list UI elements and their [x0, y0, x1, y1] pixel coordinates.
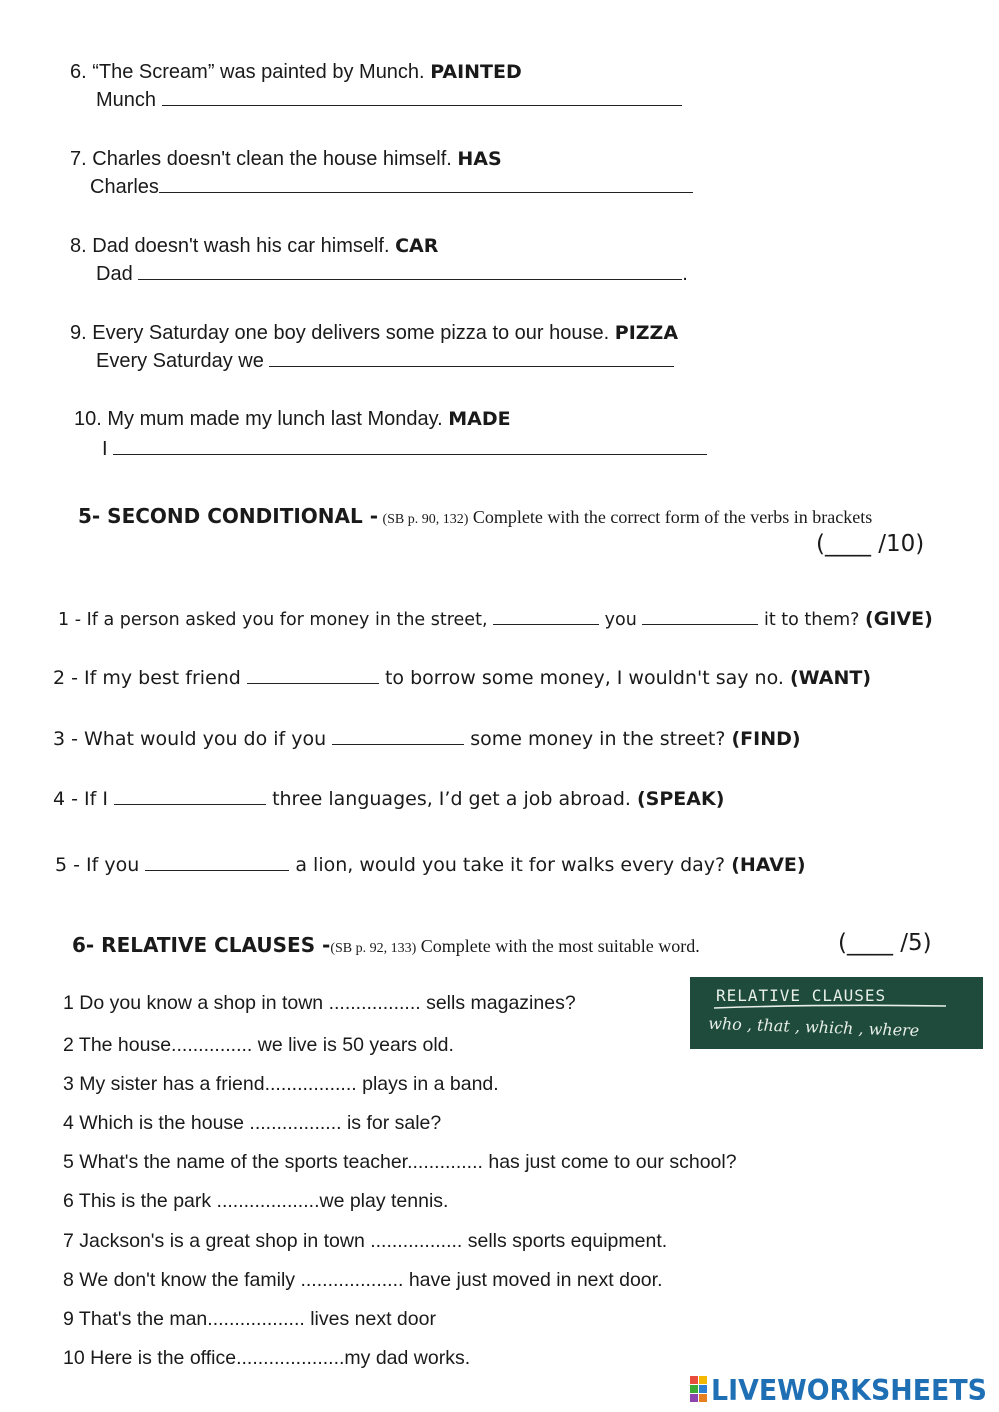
- answer-blank[interactable]: [159, 191, 693, 193]
- relative-item: 4 Which is the house ................. is for sale?: [63, 1112, 442, 1134]
- answer-blank[interactable]: [642, 623, 758, 625]
- question-9: 9. Every Saturday one boy delivers some pizza to our house. PIZZA: [70, 322, 679, 344]
- answer-line-6: Munch: [96, 89, 682, 112]
- keyword: CAR: [395, 235, 439, 257]
- answer-line-10: I: [102, 438, 707, 461]
- answer-blank[interactable]: [493, 623, 599, 625]
- book-reference: (SB p. 92, 133): [330, 941, 417, 956]
- verb-hint: (GIVE): [865, 608, 933, 630]
- relative-item: 8 We don't know the family ................... have just moved in next door.: [63, 1269, 663, 1291]
- answer-line-7: Charles: [90, 176, 693, 199]
- section-title: 6- RELATIVE CLAUSES -: [72, 933, 331, 957]
- logo-square-icon: [690, 1376, 698, 1384]
- keyword: PIZZA: [614, 322, 679, 344]
- answer-blank[interactable]: [162, 104, 682, 106]
- answer-line-8: Dad .: [96, 263, 688, 285]
- section-instruction: Complete with the most suitable word.: [420, 936, 700, 956]
- relative-item: 2 The house............... we live is 50 years old.: [63, 1034, 454, 1056]
- answer-blank[interactable]: [269, 365, 674, 367]
- relative-item: 5 What's the name of the sports teacher.............. has just come to our school?: [63, 1151, 737, 1173]
- relative-item: 1 Do you know a shop in town ................. sells magazines?: [63, 992, 576, 1014]
- chalkboard-drawing: [690, 977, 983, 1049]
- liveworksheets-logo-graphic: [690, 1372, 990, 1404]
- score-box: (____ /5): [838, 930, 932, 956]
- verb-hint: (HAVE): [731, 854, 806, 876]
- conditional-item-1: 1 - If a person asked you for money in the street, you it to them? (GIVE): [58, 608, 933, 630]
- board-underline: [714, 1005, 946, 1008]
- relative-item: 3 My sister has a friend................. plays in a band.: [63, 1073, 499, 1095]
- question-10: 10. My mum made my lunch last Monday. MADE: [74, 408, 511, 430]
- board-words: who , that , which , where: [707, 1013, 920, 1041]
- liveworksheets-logo[interactable]: [690, 1372, 990, 1404]
- logo-square-icon: [690, 1385, 698, 1393]
- logo-text: LIVEWORKSHEETS: [711, 1374, 987, 1404]
- section-5-header: [78, 504, 872, 528]
- relative-item: 9 That's the man.................. lives next door: [63, 1308, 436, 1330]
- question-8: 8. Dad doesn't wash his car himself. CAR: [70, 235, 439, 257]
- keyword: MADE: [448, 408, 511, 430]
- conditional-item-5: 5 - If you a lion, would you take it for walks every day? (HAVE): [55, 854, 806, 876]
- relative-item: 10 Here is the office....................my dad works.: [63, 1347, 471, 1369]
- answer-blank[interactable]: [114, 803, 266, 805]
- book-reference: (SB p. 90, 132): [382, 512, 469, 527]
- answer-blank[interactable]: [113, 453, 707, 455]
- logo-square-icon: [699, 1385, 707, 1393]
- score-box: (____ /10): [816, 531, 925, 557]
- logo-square-icon: [690, 1394, 698, 1402]
- answer-blank[interactable]: [247, 682, 379, 684]
- answer-line-9: Every Saturday we: [96, 350, 674, 373]
- logo-square-icon: [699, 1376, 707, 1384]
- logo-square-icon: [699, 1394, 707, 1402]
- conditional-item-3: 3 - What would you do if you some money in the street? (FIND): [53, 728, 801, 750]
- section-instruction: Complete with the correct form of the verbs in brackets: [472, 507, 873, 527]
- keyword: PAINTED: [430, 61, 522, 83]
- section-6-header: [72, 933, 700, 957]
- question-7: 7. Charles doesn't clean the house himself. HAS: [70, 148, 502, 170]
- keyword: HAS: [457, 148, 502, 170]
- board-title: RELATIVE CLAUSES: [716, 986, 887, 1005]
- conditional-item-4: 4 - If I three languages, I’d get a job abroad. (SPEAK): [53, 788, 725, 810]
- conditional-item-2: 2 - If my best friend to borrow some money, I wouldn't say no. (WANT): [53, 667, 872, 689]
- verb-hint: (FIND): [731, 728, 801, 750]
- question-6: 6. “The Scream” was painted by Munch. PAINTED: [70, 61, 522, 83]
- answer-blank[interactable]: [332, 743, 464, 745]
- chalkboard-image: [690, 977, 983, 1049]
- answer-blank[interactable]: [138, 278, 682, 280]
- relative-item: 6 This is the park ...................we play tennis.: [63, 1190, 449, 1212]
- verb-hint: (SPEAK): [637, 788, 725, 810]
- answer-blank[interactable]: [145, 869, 289, 871]
- relative-item: 7 Jackson's is a great shop in town ................. sells sports equipment.: [63, 1230, 668, 1252]
- section-title: 5- SECOND CONDITIONAL -: [78, 504, 378, 528]
- verb-hint: (WANT): [789, 667, 872, 689]
